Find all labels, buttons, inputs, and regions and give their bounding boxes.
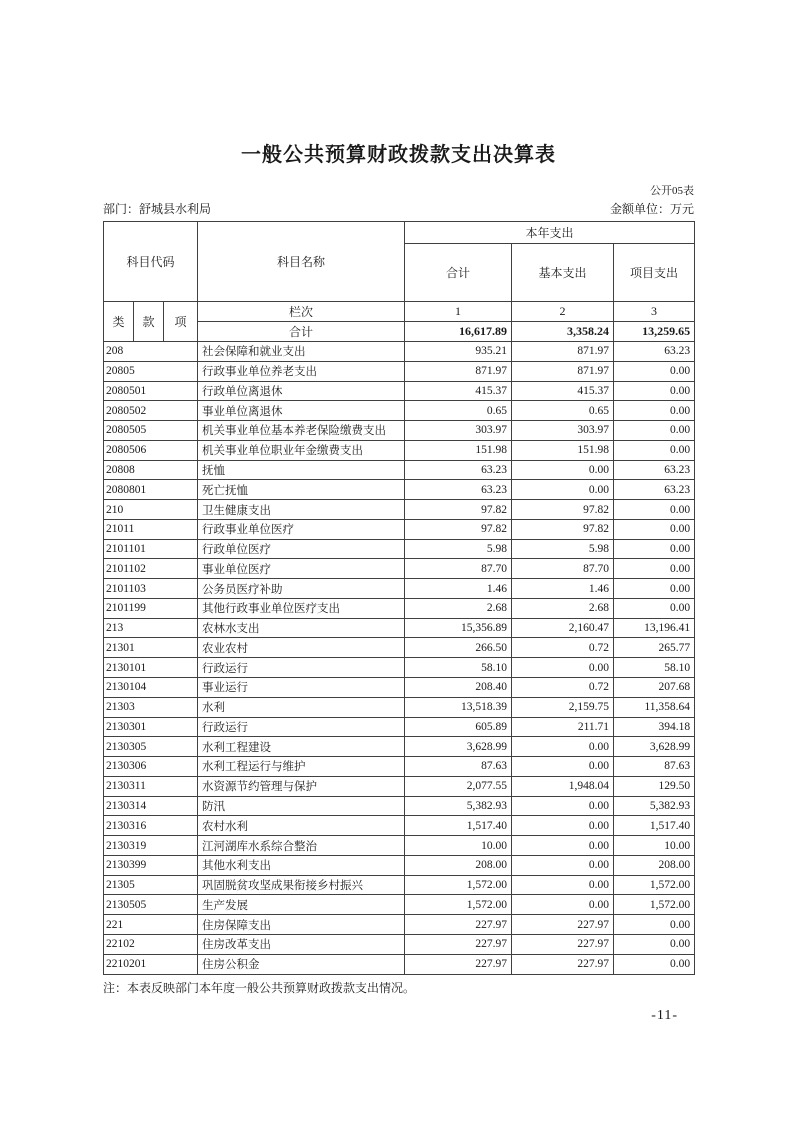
subject-code-cell: 2080505: [104, 421, 198, 441]
department-label: 部门：舒城县水利局: [103, 202, 212, 216]
basic-amount-cell: 0.00: [512, 816, 614, 836]
total-amount-cell: 227.97: [405, 915, 512, 935]
basic-amount-cell: 871.97: [512, 361, 614, 381]
total-amount-cell: 1,572.00: [405, 895, 512, 915]
table-row: [104, 717, 695, 737]
total-amount-cell: 415.37: [405, 381, 512, 401]
table-row: [104, 776, 695, 796]
basic-amount-cell: 0.00: [512, 658, 614, 678]
subject-name-cell: 住房改革支出: [198, 934, 405, 954]
subject-code-cell: 2130311: [104, 776, 198, 796]
subject-code-cell: 2101199: [104, 598, 198, 618]
total-amount-cell: 1,572.00: [405, 875, 512, 895]
subject-code-cell: 2080501: [104, 381, 198, 401]
subject-code-cell: 2080502: [104, 401, 198, 421]
basic-amount-cell: 1,948.04: [512, 776, 614, 796]
project-amount-cell: 0.00: [614, 559, 695, 579]
table-row: [104, 737, 695, 757]
table-row: [104, 658, 695, 678]
total-amount-cell: 208.40: [405, 678, 512, 698]
meta-line: [103, 201, 694, 217]
project-amount-cell: 0.00: [614, 579, 695, 599]
subject-code-cell: 208: [104, 342, 198, 362]
table-row: [104, 875, 695, 895]
basic-amount-cell: 227.97: [512, 915, 614, 935]
table-row: [104, 342, 695, 362]
grand-total-project: 13,259.65: [614, 322, 695, 342]
subject-name-cell: 抚恤: [198, 460, 405, 480]
total-amount-cell: 63.23: [405, 460, 512, 480]
basic-amount-cell: 0.00: [512, 836, 614, 856]
project-amount-cell: 0.00: [614, 954, 695, 974]
basic-amount-cell: 0.00: [512, 875, 614, 895]
subject-code-cell: 2130101: [104, 658, 198, 678]
project-amount-cell: 0.00: [614, 401, 695, 421]
subject-name-header: 科目名称: [198, 222, 405, 302]
footnote: 注：本表反映部门本年度一般公共预算财政拨款支出情况。: [103, 980, 416, 995]
total-amount-cell: 605.89: [405, 717, 512, 737]
subject-name-cell: 行政运行: [198, 717, 405, 737]
subject-code-cell: 2130399: [104, 855, 198, 875]
subject-code-cell: 2130319: [104, 836, 198, 856]
basic-amount-cell: 0.00: [512, 757, 614, 777]
total-amount-cell: 266.50: [405, 638, 512, 658]
project-amount-cell: 0.00: [614, 598, 695, 618]
basic-amount-cell: 97.82: [512, 519, 614, 539]
table-row: [104, 480, 695, 500]
table-row: [104, 618, 695, 638]
total-col-header: 合计: [405, 244, 512, 302]
section-header: 款: [134, 302, 164, 342]
page-number: -11-: [651, 1007, 678, 1023]
subject-name-cell: 水资源节约管理与保护: [198, 776, 405, 796]
table-row: [104, 836, 695, 856]
total-amount-cell: 87.70: [405, 559, 512, 579]
basic-amount-cell: 0.00: [512, 460, 614, 480]
current-year-header: 本年支出: [405, 222, 695, 244]
subject-name-cell: 农村水利: [198, 816, 405, 836]
subject-code-cell: 2101102: [104, 559, 198, 579]
basic-amount-cell: 2,159.75: [512, 697, 614, 717]
column-number-1: 1: [405, 302, 512, 322]
header-row-3: [104, 302, 695, 322]
subject-name-cell: 巩固脱贫攻坚成果衔接乡村振兴: [198, 875, 405, 895]
item-header: 项: [164, 302, 198, 342]
subject-name-cell: 事业单位离退休: [198, 401, 405, 421]
subject-code-cell: 221: [104, 915, 198, 935]
subject-code-cell: 20808: [104, 460, 198, 480]
total-amount-cell: 1.46: [405, 579, 512, 599]
project-amount-cell: 394.18: [614, 717, 695, 737]
project-amount-cell: 10.00: [614, 836, 695, 856]
subject-code-cell: 22102: [104, 934, 198, 954]
basic-amount-cell: 227.97: [512, 954, 614, 974]
subject-name-cell: 其他水利支出: [198, 855, 405, 875]
project-amount-cell: 0.00: [614, 500, 695, 520]
total-amount-cell: 227.97: [405, 954, 512, 974]
subject-code-header: 科目代码: [104, 222, 198, 302]
subject-code-cell: 2080506: [104, 440, 198, 460]
project-amount-cell: 58.10: [614, 658, 695, 678]
subject-name-cell: 行政单位医疗: [198, 539, 405, 559]
subject-code-cell: 2130301: [104, 717, 198, 737]
total-amount-cell: 97.82: [405, 500, 512, 520]
column-row-label: 栏次: [198, 302, 405, 322]
grand-total-amount: 16,617.89: [405, 322, 512, 342]
basic-amount-cell: 0.00: [512, 480, 614, 500]
grand-total-label: 合计: [198, 322, 405, 342]
project-col-header: 项目支出: [614, 244, 695, 302]
subject-name-cell: 卫生健康支出: [198, 500, 405, 520]
subject-code-cell: 21303: [104, 697, 198, 717]
basic-amount-cell: 0.72: [512, 638, 614, 658]
table-body: [104, 342, 695, 975]
project-amount-cell: 1,572.00: [614, 895, 695, 915]
subject-name-cell: 住房保障支出: [198, 915, 405, 935]
subject-name-cell: 住房公积金: [198, 954, 405, 974]
subject-code-cell: 2130505: [104, 895, 198, 915]
subject-name-cell: 机关事业单位基本养老保险缴费支出: [198, 421, 405, 441]
table-row: [104, 638, 695, 658]
project-amount-cell: 13,196.41: [614, 618, 695, 638]
basic-amount-cell: 0.00: [512, 855, 614, 875]
project-amount-cell: 0.00: [614, 934, 695, 954]
project-amount-cell: 0.00: [614, 915, 695, 935]
subject-name-cell: 水利工程建设: [198, 737, 405, 757]
subject-code-cell: 2130316: [104, 816, 198, 836]
project-amount-cell: 0.00: [614, 440, 695, 460]
basic-amount-cell: 97.82: [512, 500, 614, 520]
basic-amount-cell: 1.46: [512, 579, 614, 599]
column-number-2: 2: [512, 302, 614, 322]
basic-amount-cell: 415.37: [512, 381, 614, 401]
subject-code-cell: 20805: [104, 361, 198, 381]
subject-name-cell: 死亡抚恤: [198, 480, 405, 500]
total-amount-cell: 0.65: [405, 401, 512, 421]
subject-code-cell: 21301: [104, 638, 198, 658]
table-row: [104, 855, 695, 875]
total-amount-cell: 13,518.39: [405, 697, 512, 717]
project-amount-cell: 5,382.93: [614, 796, 695, 816]
total-amount-cell: 3,628.99: [405, 737, 512, 757]
project-amount-cell: 207.68: [614, 678, 695, 698]
table-row: [104, 381, 695, 401]
total-amount-cell: 208.00: [405, 855, 512, 875]
subject-name-cell: 生产发展: [198, 895, 405, 915]
subject-name-cell: 水利工程运行与维护: [198, 757, 405, 777]
table-row: [104, 421, 695, 441]
table-row: [104, 678, 695, 698]
project-amount-cell: 63.23: [614, 480, 695, 500]
project-amount-cell: 0.00: [614, 421, 695, 441]
table-number: 公开05表: [650, 185, 694, 197]
project-amount-cell: 87.63: [614, 757, 695, 777]
total-amount-cell: 2,077.55: [405, 776, 512, 796]
basic-amount-cell: 0.00: [512, 895, 614, 915]
subject-code-cell: 2210201: [104, 954, 198, 974]
subject-name-cell: 行政事业单位医疗: [198, 519, 405, 539]
table-row: [104, 697, 695, 717]
total-amount-cell: 227.97: [405, 934, 512, 954]
total-amount-cell: 151.98: [405, 440, 512, 460]
table-row: [104, 915, 695, 935]
subject-name-cell: 行政运行: [198, 658, 405, 678]
project-amount-cell: 1,572.00: [614, 875, 695, 895]
subject-code-cell: 2130314: [104, 796, 198, 816]
unit-label: 金额单位：万元: [609, 202, 694, 216]
total-amount-cell: 2.68: [405, 598, 512, 618]
basic-amount-cell: 227.97: [512, 934, 614, 954]
project-amount-cell: 0.00: [614, 539, 695, 559]
project-amount-cell: 63.23: [614, 460, 695, 480]
subject-code-cell: 2101101: [104, 539, 198, 559]
project-amount-cell: 11,358.64: [614, 697, 695, 717]
basic-amount-cell: 303.97: [512, 421, 614, 441]
subject-name-cell: 农林水支出: [198, 618, 405, 638]
basic-amount-cell: 0.65: [512, 401, 614, 421]
project-amount-cell: 208.00: [614, 855, 695, 875]
basic-amount-cell: 871.97: [512, 342, 614, 362]
table-row: [104, 460, 695, 480]
table-row: [104, 440, 695, 460]
total-amount-cell: 63.23: [405, 480, 512, 500]
table-row: [104, 361, 695, 381]
subject-code-cell: 2130305: [104, 737, 198, 757]
grand-total-basic: 3,358.24: [512, 322, 614, 342]
basic-amount-cell: 2.68: [512, 598, 614, 618]
basic-amount-cell: 0.00: [512, 796, 614, 816]
project-amount-cell: 63.23: [614, 342, 695, 362]
table-row: [104, 598, 695, 618]
subject-code-cell: 213: [104, 618, 198, 638]
total-amount-cell: 5.98: [405, 539, 512, 559]
subject-name-cell: 其他行政事业单位医疗支出: [198, 598, 405, 618]
table-row: [104, 579, 695, 599]
subject-name-cell: 社会保障和就业支出: [198, 342, 405, 362]
subject-code-cell: 210: [104, 500, 198, 520]
total-amount-cell: 303.97: [405, 421, 512, 441]
table-row: [104, 519, 695, 539]
basic-amount-cell: 0.72: [512, 678, 614, 698]
project-amount-cell: 1,517.40: [614, 816, 695, 836]
table-row: [104, 816, 695, 836]
document-content: [103, 142, 694, 1024]
project-amount-cell: 0.00: [614, 381, 695, 401]
total-amount-cell: 935.21: [405, 342, 512, 362]
subject-code-cell: 21011: [104, 519, 198, 539]
total-amount-cell: 871.97: [405, 361, 512, 381]
total-amount-cell: 5,382.93: [405, 796, 512, 816]
subject-name-cell: 行政事业单位养老支出: [198, 361, 405, 381]
subject-code-cell: 2080801: [104, 480, 198, 500]
basic-amount-cell: 5.98: [512, 539, 614, 559]
total-amount-cell: 15,356.89: [405, 618, 512, 638]
basic-amount-cell: 151.98: [512, 440, 614, 460]
table-row: [104, 757, 695, 777]
total-amount-cell: 1,517.40: [405, 816, 512, 836]
project-amount-cell: 3,628.99: [614, 737, 695, 757]
subject-name-cell: 事业运行: [198, 678, 405, 698]
table-row: [104, 796, 695, 816]
class-header: 类: [104, 302, 134, 342]
project-amount-cell: 0.00: [614, 519, 695, 539]
subject-code-cell: 2130306: [104, 757, 198, 777]
subject-name-cell: 行政单位离退休: [198, 381, 405, 401]
table-header-body: [104, 222, 695, 342]
subject-code-cell: 2101103: [104, 579, 198, 599]
total-amount-cell: 58.10: [405, 658, 512, 678]
subject-name-cell: 机关事业单位职业年金缴费支出: [198, 440, 405, 460]
subject-name-cell: 公务员医疗补助: [198, 579, 405, 599]
subject-code-cell: 21305: [104, 875, 198, 895]
total-amount-cell: 87.63: [405, 757, 512, 777]
basic-col-header: 基本支出: [512, 244, 614, 302]
column-number-3: 3: [614, 302, 695, 322]
subject-name-cell: 防汛: [198, 796, 405, 816]
header-row-1: [104, 222, 695, 244]
table-row: [104, 895, 695, 915]
basic-amount-cell: 211.71: [512, 717, 614, 737]
table-row: [104, 401, 695, 421]
project-amount-cell: 265.77: [614, 638, 695, 658]
total-amount-cell: 97.82: [405, 519, 512, 539]
budget-table: [103, 221, 695, 975]
basic-amount-cell: 87.70: [512, 559, 614, 579]
subject-name-cell: 江河湖库水系综合整治: [198, 836, 405, 856]
table-row: [104, 954, 695, 974]
subject-code-cell: 2130104: [104, 678, 198, 698]
table-row: [104, 934, 695, 954]
page-title: 一般公共预算财政拨款支出决算表: [241, 144, 556, 166]
total-amount-cell: 10.00: [405, 836, 512, 856]
subject-name-cell: 水利: [198, 697, 405, 717]
project-amount-cell: 0.00: [614, 361, 695, 381]
table-row: [104, 539, 695, 559]
table-row: [104, 500, 695, 520]
subject-name-cell: 农业农村: [198, 638, 405, 658]
subject-name-cell: 事业单位医疗: [198, 559, 405, 579]
project-amount-cell: 129.50: [614, 776, 695, 796]
basic-amount-cell: 2,160.47: [512, 618, 614, 638]
table-row: [104, 559, 695, 579]
basic-amount-cell: 0.00: [512, 737, 614, 757]
